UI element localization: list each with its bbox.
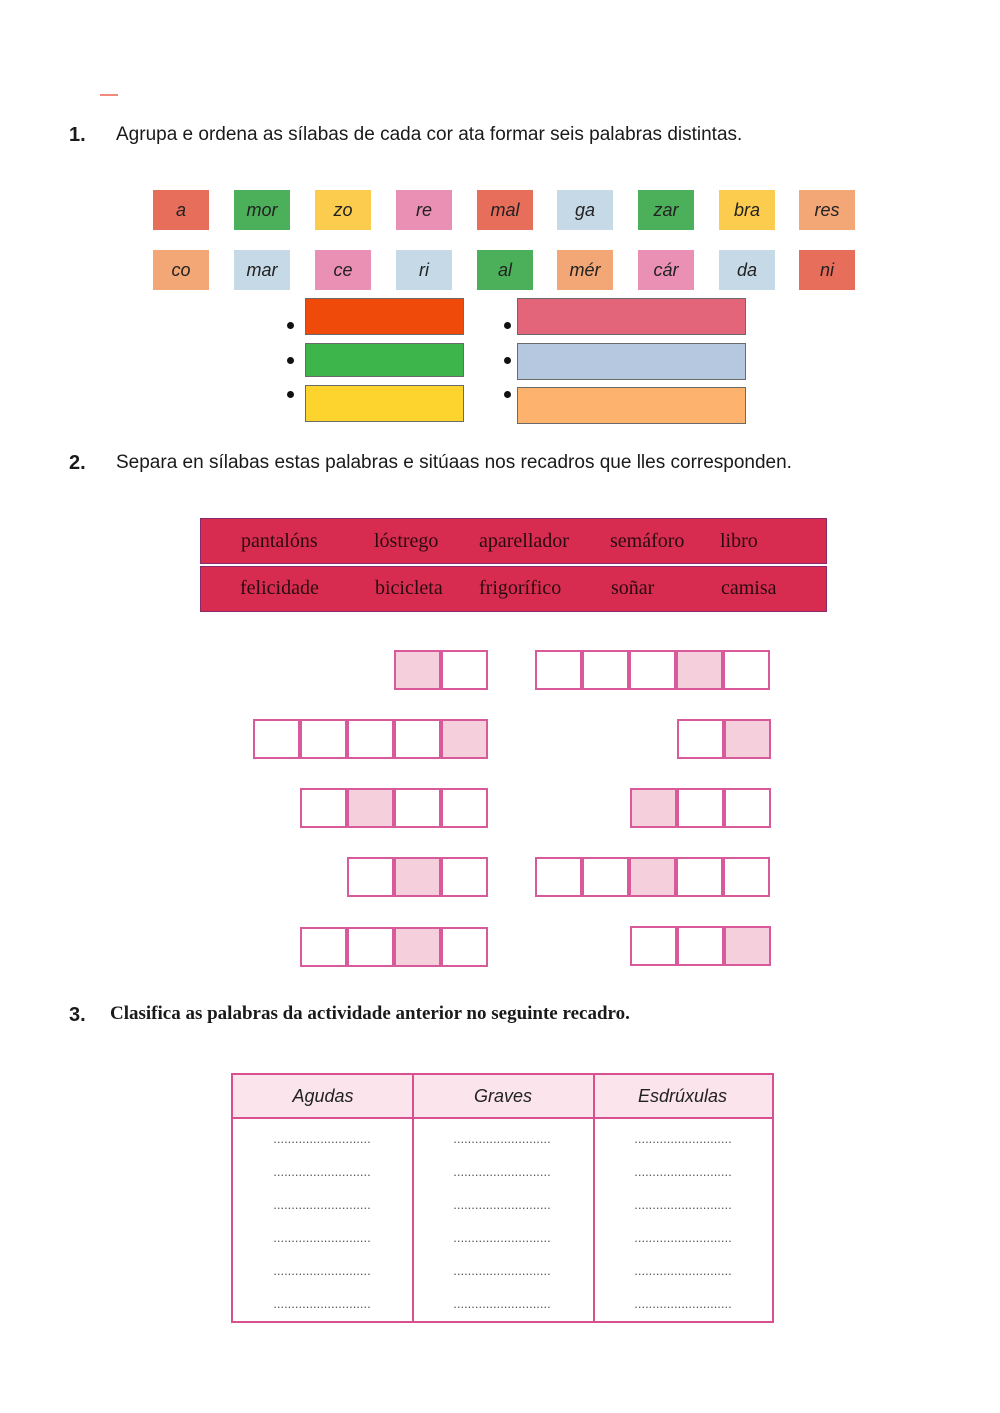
syllable-box[interactable] <box>441 650 488 690</box>
dotted-line[interactable]: ........................... <box>273 1263 371 1278</box>
word-item: lóstrego <box>374 530 439 552</box>
bullet <box>504 357 511 364</box>
syllable-box[interactable] <box>394 788 441 828</box>
syllable-box[interactable] <box>582 857 629 897</box>
syllable-tile[interactable]: res <box>799 190 855 230</box>
word-item: frigorífico <box>479 577 562 599</box>
syllable-box[interactable] <box>630 926 677 966</box>
word-item: aparellador <box>479 530 569 552</box>
word-item: soñar <box>611 577 655 599</box>
syllable-tile[interactable]: bra <box>719 190 775 230</box>
q2-instruction: Separa en sílabas estas palabras e sitúaas nos recadros que lles corresponden. <box>116 452 792 473</box>
syllable-box[interactable] <box>300 788 347 828</box>
dotted-line[interactable]: ........................... <box>634 1263 732 1278</box>
dotted-line[interactable]: ........................... <box>453 1230 551 1245</box>
syllable-tile[interactable]: mal <box>477 190 533 230</box>
syllable-box[interactable] <box>300 719 347 759</box>
dotted-line[interactable]: ........................... <box>634 1164 732 1179</box>
syllable-tile[interactable]: ri <box>396 250 452 290</box>
q2-number: 2. <box>69 452 86 474</box>
syllable-box[interactable] <box>676 650 723 690</box>
answer-bar-yellow[interactable] <box>305 385 464 422</box>
answer-bar-peach[interactable] <box>517 387 746 424</box>
syllable-box[interactable] <box>394 650 441 690</box>
syllable-box[interactable] <box>629 857 676 897</box>
syllable-tile[interactable]: ga <box>557 190 613 230</box>
dotted-line[interactable]: ........................... <box>273 1230 371 1245</box>
decorative-dash <box>100 94 118 96</box>
dotted-line[interactable]: ........................... <box>273 1197 371 1212</box>
syllable-box[interactable] <box>347 788 394 828</box>
syllable-box[interactable] <box>394 927 441 967</box>
syllable-tile[interactable]: a <box>153 190 209 230</box>
word-item: libro <box>720 530 758 552</box>
syllable-tile[interactable]: ce <box>315 250 371 290</box>
syllable-box[interactable] <box>253 719 300 759</box>
q3-instruction: Clasifica as palabras da actividade anterior no seguinte recadro. <box>110 1003 630 1024</box>
q1-number: 1. <box>69 124 86 146</box>
syllable-box[interactable] <box>441 857 488 897</box>
dotted-line[interactable]: ........................... <box>634 1296 732 1311</box>
bullet <box>287 322 294 329</box>
syllable-box[interactable] <box>723 857 770 897</box>
syllable-box[interactable] <box>441 719 488 759</box>
syllable-box[interactable] <box>394 857 441 897</box>
syllable-tile[interactable]: cár <box>638 250 694 290</box>
column-divider <box>593 1075 595 1321</box>
dotted-line[interactable]: ........................... <box>453 1263 551 1278</box>
syllable-box[interactable] <box>724 788 771 828</box>
q3-number: 3. <box>69 1004 86 1026</box>
dotted-line[interactable]: ........................... <box>453 1164 551 1179</box>
syllable-box[interactable] <box>677 788 724 828</box>
syllable-box[interactable] <box>347 719 394 759</box>
syllable-box[interactable] <box>629 650 676 690</box>
syllable-tile[interactable]: co <box>153 250 209 290</box>
dotted-line[interactable]: ........................... <box>634 1197 732 1212</box>
syllable-box[interactable] <box>441 788 488 828</box>
dotted-line[interactable]: ........................... <box>453 1131 551 1146</box>
syllable-tile[interactable]: al <box>477 250 533 290</box>
syllable-box[interactable] <box>347 927 394 967</box>
dotted-line[interactable]: ........................... <box>453 1197 551 1212</box>
bullet <box>504 322 511 329</box>
syllable-box[interactable] <box>347 857 394 897</box>
dotted-line[interactable]: ........................... <box>273 1296 371 1311</box>
classification-table <box>231 1073 774 1323</box>
syllable-box[interactable] <box>677 719 724 759</box>
word-item: camisa <box>721 577 777 599</box>
syllable-box[interactable] <box>724 926 771 966</box>
syllable-box[interactable] <box>582 650 629 690</box>
dotted-line[interactable]: ........................... <box>634 1131 732 1146</box>
syllable-box[interactable] <box>441 927 488 967</box>
dotted-line[interactable]: ........................... <box>273 1164 371 1179</box>
answer-bar-blue[interactable] <box>517 343 746 380</box>
answer-bar-orange[interactable] <box>305 298 464 335</box>
bullet <box>287 391 294 398</box>
syllable-tile[interactable]: zo <box>315 190 371 230</box>
syllable-box[interactable] <box>535 857 582 897</box>
header-esdruxulas: Esdrúxulas <box>593 1075 772 1119</box>
header-agudas: Agudas <box>233 1075 413 1119</box>
syllable-box[interactable] <box>677 926 724 966</box>
dotted-line[interactable]: ........................... <box>453 1296 551 1311</box>
dotted-line[interactable]: ........................... <box>273 1131 371 1146</box>
answer-bar-pink[interactable] <box>517 298 746 335</box>
q1-instruction: Agrupa e ordena as sílabas de cada cor ata formar seis palabras distintas. <box>116 124 743 145</box>
bullet <box>287 357 294 364</box>
word-item: bicicleta <box>375 577 443 599</box>
syllable-tile[interactable]: ni <box>799 250 855 290</box>
syllable-box[interactable] <box>535 650 582 690</box>
syllable-tile[interactable]: mar <box>234 250 290 290</box>
word-item: semáforo <box>610 530 685 552</box>
bullet <box>504 391 511 398</box>
syllable-tile[interactable]: da <box>719 250 775 290</box>
syllable-tile[interactable]: zar <box>638 190 694 230</box>
syllable-box[interactable] <box>676 857 723 897</box>
syllable-box[interactable] <box>300 927 347 967</box>
column-divider <box>412 1075 414 1321</box>
dotted-line[interactable]: ........................... <box>634 1230 732 1245</box>
syllable-box[interactable] <box>724 719 771 759</box>
syllable-box[interactable] <box>630 788 677 828</box>
syllable-tile[interactable]: mér <box>557 250 613 290</box>
syllable-box[interactable] <box>394 719 441 759</box>
header-graves: Graves <box>413 1075 593 1119</box>
syllable-tile[interactable]: re <box>396 190 452 230</box>
syllable-box[interactable] <box>723 650 770 690</box>
word-item: pantalóns <box>241 530 318 552</box>
answer-bar-green[interactable] <box>305 343 464 377</box>
syllable-tile[interactable]: mor <box>234 190 290 230</box>
word-item: felicidade <box>240 577 319 599</box>
